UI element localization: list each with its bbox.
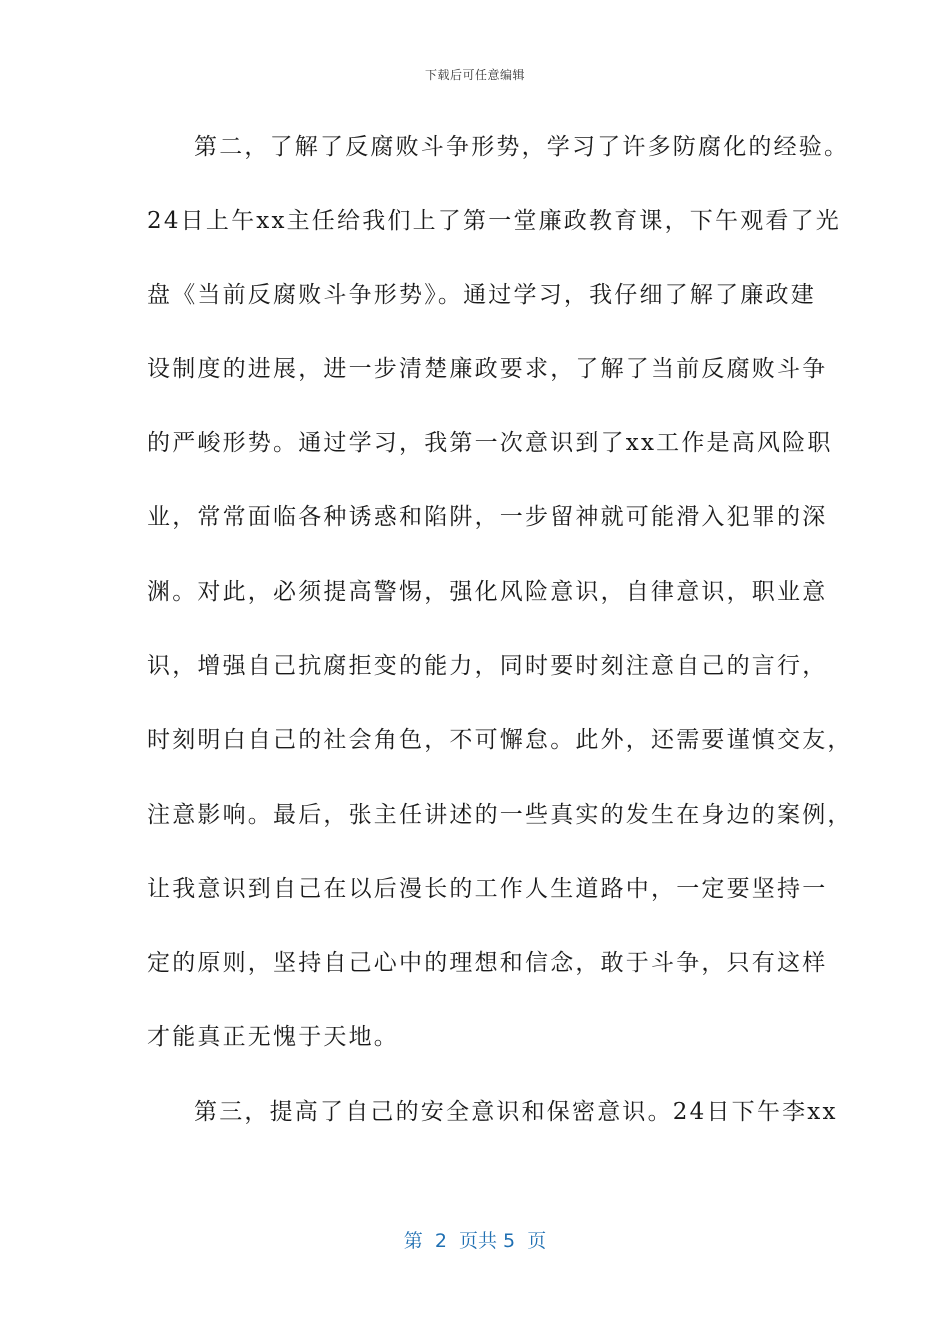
paragraph-line: 24日上午xx主任给我们上了第一堂廉政教育课，下午观看了光: [147, 208, 842, 234]
page-number-footer: 第 2 页共 5 页: [403, 1230, 547, 1252]
paragraph-line: 的严峻形势。通过学习，我第一次意识到了xx工作是高风险职: [147, 430, 833, 456]
paragraph-line: 渊。对此，必须提高警惕，强化风险意识，自律意识，职业意: [147, 579, 828, 605]
paragraph-line: 业，常常面临各种诱惑和陷阱，一步留神就可能滑入犯罪的深: [147, 504, 828, 530]
paragraph-line: 第三，提高了自己的安全意识和保密意识。24日下午李xx: [194, 1099, 838, 1125]
paragraph-line: 盘《当前反腐败斗争形势》。通过学习，我仔细了解了廉政建: [147, 282, 816, 308]
paragraph-line: 注意影响。最后，张主任讲述的一些真实的发生在身边的案例，: [147, 802, 853, 828]
paragraph-line: 第二，了解了反腐败斗争形势，学习了许多防腐化的经验。: [194, 134, 850, 160]
paragraph-line: 设制度的进展，进一步清楚廉政要求，了解了当前反腐败斗争: [147, 356, 828, 382]
header-note: 下载后可任意编辑: [424, 68, 525, 82]
paragraph-line: 识，增强自己抗腐拒变的能力，同时要时刻注意自己的言行，: [147, 653, 828, 679]
paragraph-line: 让我意识到自己在以后漫长的工作人生道路中，一定要坚持一: [147, 876, 828, 902]
paragraph-line: 时刻明白自己的社会角色，不可懈怠。此外，还需要谨慎交友，: [147, 727, 853, 753]
paragraph-line: 定的原则，坚持自己心中的理想和信念，敢于斗争，只有这样: [147, 950, 828, 976]
paragraph-line: 才能真正无愧于天地。: [147, 1024, 399, 1050]
